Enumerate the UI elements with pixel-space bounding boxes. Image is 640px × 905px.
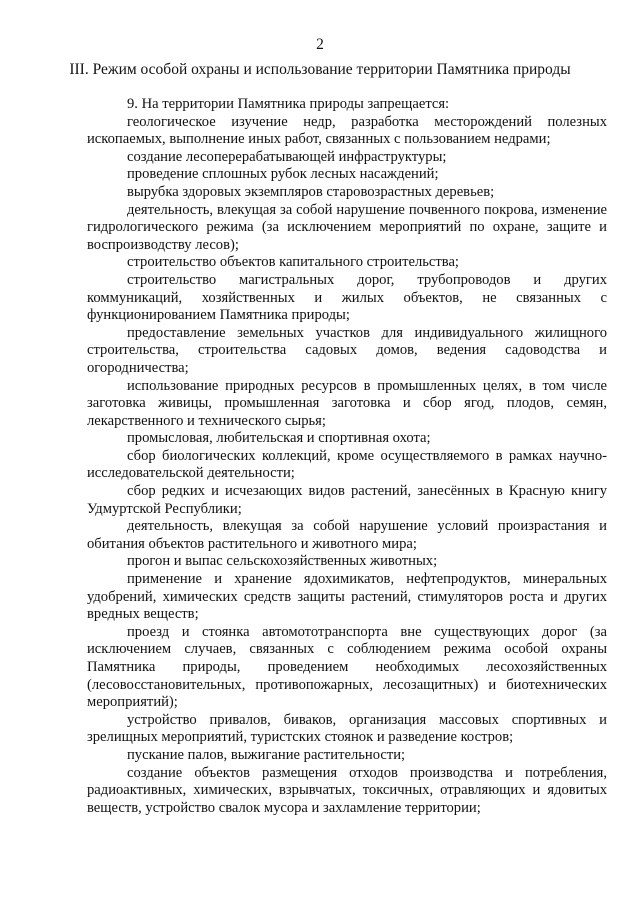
page-number: 2 [316, 36, 324, 53]
list-item: прогон и выпас сельскохозяйственных животных; [127, 553, 438, 570]
list-item: вырубка здоровых экземпляров старовозрастных деревьев; [127, 183, 495, 200]
prohibitions-intro: 9. На территории Памятника природы запрещается: [127, 96, 450, 112]
list-item: применение и хранение ядохимикатов, нефтепродуктов, минеральных удобрений, химических средств защиты растений, стимуляторов роста и других вредных веществ; [87, 571, 607, 623]
list-item: сбор редких и исчезающих видов растений, занесённых в Красную книгу Удмуртской Республики; [87, 483, 607, 517]
list-item: сбор биологических коллекций, кроме осуществляемого в рамках научно-исследовательской деятельности; [87, 447, 607, 482]
list-item: создание лесоперерабатывающей инфраструктуры; [127, 148, 447, 165]
list-item: предоставление земельных участков для индивидуального жилищного строительства, строительства садовых домов, ведения садоводства и огородничества; [87, 324, 607, 376]
section-title: III. Режим особой охраны и использование территории Памятника природы [69, 61, 571, 78]
list-item: использование природных ресурсов в промышленных целях, в том числе заготовка живицы, промышленная заготовка и сбор ягод, плодов, семян, лекарственного и технического сырья; [87, 377, 607, 429]
list-item: деятельность, влекущая за собой нарушение условий произрастания и обитания объектов растительного и животного мира; [87, 518, 607, 552]
list-item: проезд и стоянка автомототранспорта вне существующих дорог (за исключением случаев, связанных с соблюдением режима особой охраны Памятника природы, проведением необходимых лесохозяйственных (лесовосстановительных, противопожарных, лесозащитных) и биотехнических мероприятий); [87, 623, 607, 711]
list-item: создание объектов размещения отходов производства и потребления, радиоактивных, химических, взрывчатых, токсичных, отравляющих и ядовитых веществ, устройство свалок мусора и захламление территории; [87, 764, 607, 816]
list-item: геологическое изучение недр, разработка месторождений полезных ископаемых, выполнение иных работ, связанных с пользованием недрами; [87, 113, 607, 148]
list-item: проведение сплошных рубок лесных насаждений; [127, 166, 439, 183]
prohibitions-list [87, 96, 607, 817]
list-item: строительство магистральных дорог, трубопроводов и других коммуникаций, хозяйственных и жилых объектов, не связанных с функционированием Памятника природы; [87, 271, 607, 324]
list-item: строительство объектов капитального строительства; [127, 254, 459, 271]
list-item: устройство привалов, биваков, организация массовых спортивных и зрелищных мероприятий, туристских стоянок и разведение костров; [87, 711, 607, 746]
list-item: деятельность, влекущая за собой нарушение почвенного покрова, изменение гидрологического режима (за исключением мероприятий по охране, защите и воспроизводству лесов); [87, 201, 607, 253]
list-item: пускание палов, выжигание растительности; [127, 746, 406, 763]
list-item: промысловая, любительская и спортивная охота; [127, 430, 431, 447]
